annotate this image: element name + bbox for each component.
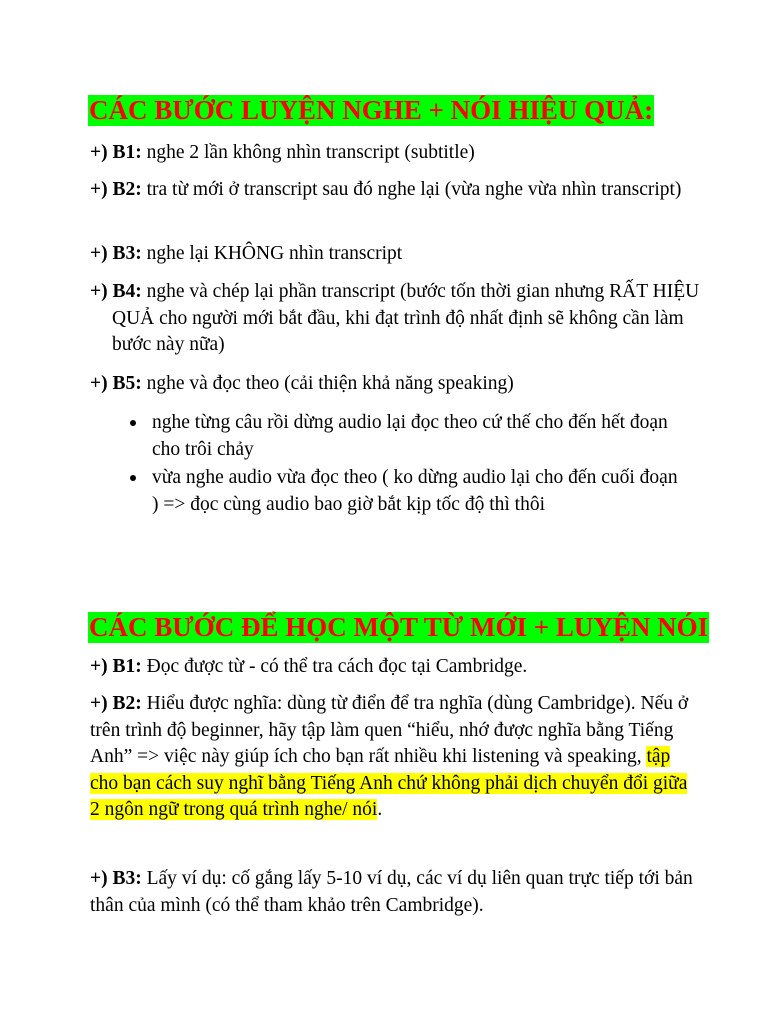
step-label: +) B4: <box>90 281 142 302</box>
step-label: +) B1: <box>90 656 142 677</box>
step-label: +) B3: <box>90 868 142 889</box>
step-label: +) B2: <box>90 179 142 200</box>
step-b2 <box>90 177 712 204</box>
step-text: tra từ mới ở transcript sau đó nghe lại (vừa nghe vừa nhìn transcript) <box>141 179 682 200</box>
bullet-text: vừa nghe audio vừa đọc theo ( ko dừng audio lại cho đến cuối đoạn ) => đọc cùng audio bao giờ bắt kịp tốc độ thì thôi <box>152 467 678 515</box>
step-label: +) B1: <box>90 142 142 163</box>
step-label: +) B5: <box>90 373 142 394</box>
word-step-b1 <box>90 654 700 681</box>
step-text: Đọc được từ - có thể tra cách đọc tại Cambridge. <box>141 656 528 677</box>
step-text: nghe và đọc theo (cải thiện khả năng speaking) <box>141 373 514 394</box>
step-text: Lấy ví dụ: cố gắng lấy 5-10 ví dụ, các ví dụ liên quan trực tiếp tới bản thân của mình (có thể tham khảo trên Cambridge). <box>90 868 693 916</box>
step-b1 <box>90 140 712 167</box>
step-label: +) B2: <box>90 693 142 714</box>
list-item <box>128 465 688 518</box>
step-text: nghe lại KHÔNG nhìn transcript <box>141 243 403 264</box>
step-label: +) B3: <box>90 243 142 264</box>
b5-bullet-list <box>128 410 688 520</box>
step-text: Hiểu được nghĩa: dùng từ điển để tra nghĩa (dùng Cambridge). Nếu ở trên trình độ beginner, hãy tập làm quen “hiểu, nhớ được nghĩa bằng Tiếng Anh” => việc này giúp ích cho bạn rất nhiều khi listening và speaking, <box>90 693 689 767</box>
step-b5 <box>90 371 712 398</box>
section2-title: CÁC BƯỚC ĐỂ HỌC MỘT TỪ MỚI + LUYỆN NÓI <box>89 612 709 642</box>
step-text: nghe và chép lại phần transcript (bước tốn thời gian nhưng RẤT HIỆU QUẢ cho người mới bắt đầu, khi đạt trình độ nhất định sẽ không cần làm bước này nữa) <box>112 281 700 355</box>
bullet-icon <box>130 420 136 426</box>
step-text: nghe 2 lần không nhìn transcript (subtitle) <box>141 142 475 163</box>
step-b4 <box>90 279 712 359</box>
step-b3 <box>90 241 712 268</box>
bullet-icon <box>130 475 136 481</box>
step-text-end: . <box>377 799 383 820</box>
list-item <box>128 410 688 463</box>
word-step-b2 <box>90 691 700 824</box>
section1-title: CÁC BƯỚC LUYỆN NGHE + NÓI HIỆU QUẢ: <box>89 95 654 125</box>
word-step-b3 <box>90 866 700 919</box>
highlighted-text: tập cho bạn cách suy nghĩ bằng Tiếng Anh chứ không phải dịch chuyển đổi giữa 2 ngôn ngữ trong quá trình nghe/ nói <box>90 746 688 820</box>
bullet-text: nghe từng câu rồi dừng audio lại đọc theo cứ thế cho đến hết đoạn cho trôi chảy <box>152 412 668 460</box>
